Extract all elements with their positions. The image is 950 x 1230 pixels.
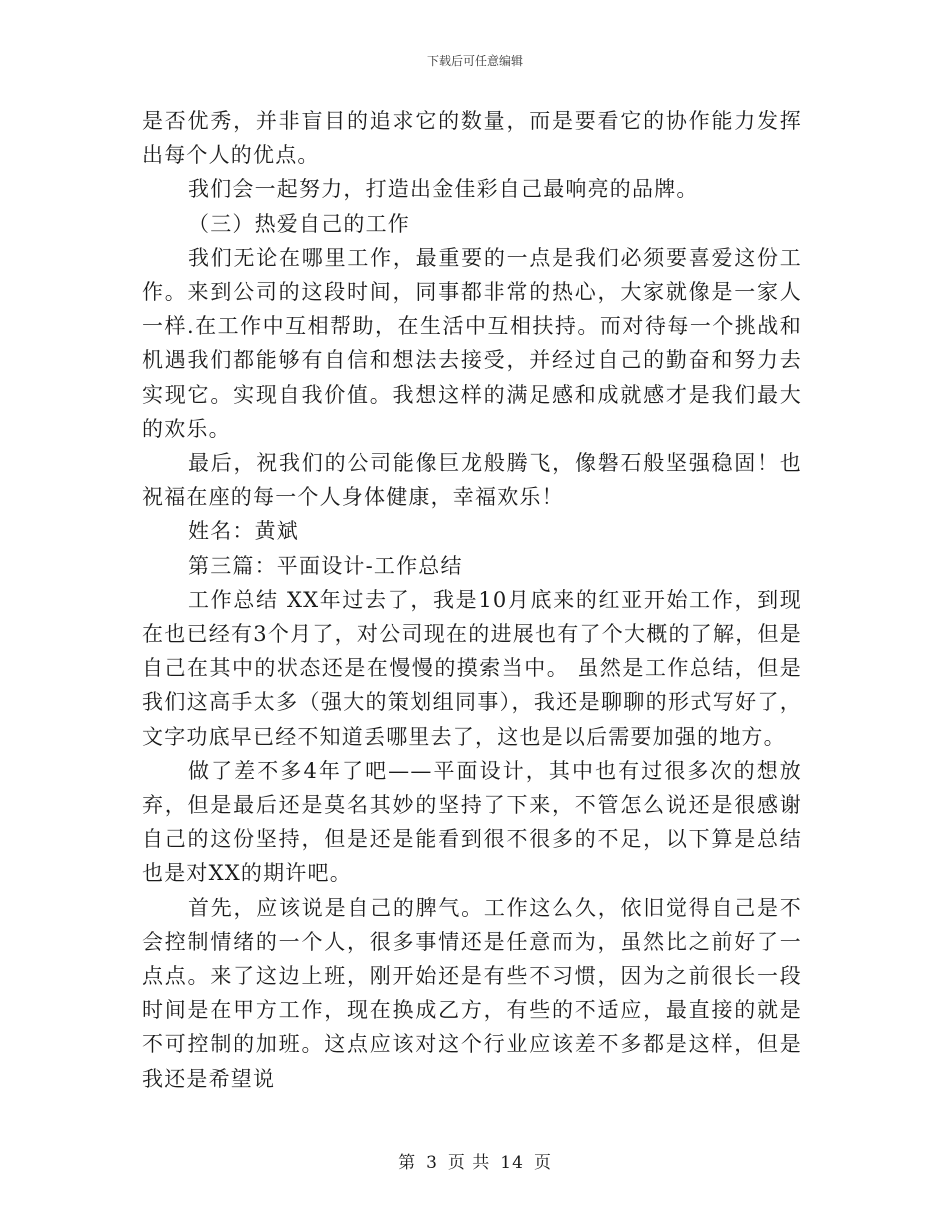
paragraph: 做了差不多4年了吧——平面设计，其中也有过很多次的想放弃，但是最后还是莫名其妙的坚持了下来，不管怎么说还是很感谢自己的这份坚持，但是还是能看到很不很多的不足，以下算是总结也是对XX的期许吧。	[142, 758, 802, 886]
footer-label-pages: 页	[533, 1153, 552, 1173]
paragraph: 我们无论在哪里工作，最重要的一点是我们必须要喜爱这份工作。来到公司的这段时间，同事都非常的热心，大家就像是一家人一样.在工作中互相帮助，在生活中互相扶持。而对待每一个挑战和机遇我们都能够有自信和想法去接受，并经过自己的勤奋和努力去实现它。实现自我价值。我想这样的满足感和成就感才是我们最大的欢乐。	[142, 245, 802, 441]
document-body	[142, 104, 802, 1096]
footer-label-page: 第	[398, 1153, 417, 1173]
page-footer	[0, 1148, 950, 1173]
footer-label-of: 页 共	[447, 1153, 491, 1173]
footer-current-page: 3	[426, 1153, 438, 1173]
page-header	[0, 52, 950, 69]
paragraph: 最后，祝我们的公司能像巨龙般腾飞，像磐石般坚强稳固！也祝福在座的每一个人身体健康，幸福欢乐！	[142, 451, 802, 510]
paragraph: 是否优秀，并非盲目的追求它的数量，而是要看它的协作能力发挥出每个人的优点。	[142, 109, 802, 168]
footer-total-pages: 14	[500, 1153, 524, 1173]
paragraph: 我们会一起努力，打造出金佳彩自己最响亮的品牌。	[188, 177, 699, 202]
header-text: 下载后可任意编辑	[426, 54, 523, 68]
paragraph: 首先，应该说是自己的脾气。工作这么久，依旧觉得自己是不会控制情绪的一个人，很多事情还是任意而为，虽然比之前好了一点点。来了这边上班，刚开始还是有些不习惯，因为之前很长一段时间是在甲方工作，现在换成乙方，有些的不适应，最直接的就是不可控制的加班。这点应该对这个行业应该差不多都是这样，但是我还是希望说	[142, 895, 802, 1091]
author-name: 姓名：黄斌	[188, 519, 299, 544]
paragraph: 工作总结 XX年过去了，我是10月底来的红亚开始工作，到现在也已经有3个月了，对公司现在的进展也有了个大概的了解，但是自己在其中的状态还是在慢慢的摸索当中。 虽然是工作总结，但是我们这高手太多（强大的策划组同事），我还是聊聊的形式写好了，文字功底早已经不知道丢哪里去了，这也是以后需要加强的地方。	[142, 587, 802, 749]
section-heading: （三）热爱自己的工作	[188, 211, 410, 236]
chapter-title: 第三篇：平面设计-工作总结	[188, 553, 463, 578]
